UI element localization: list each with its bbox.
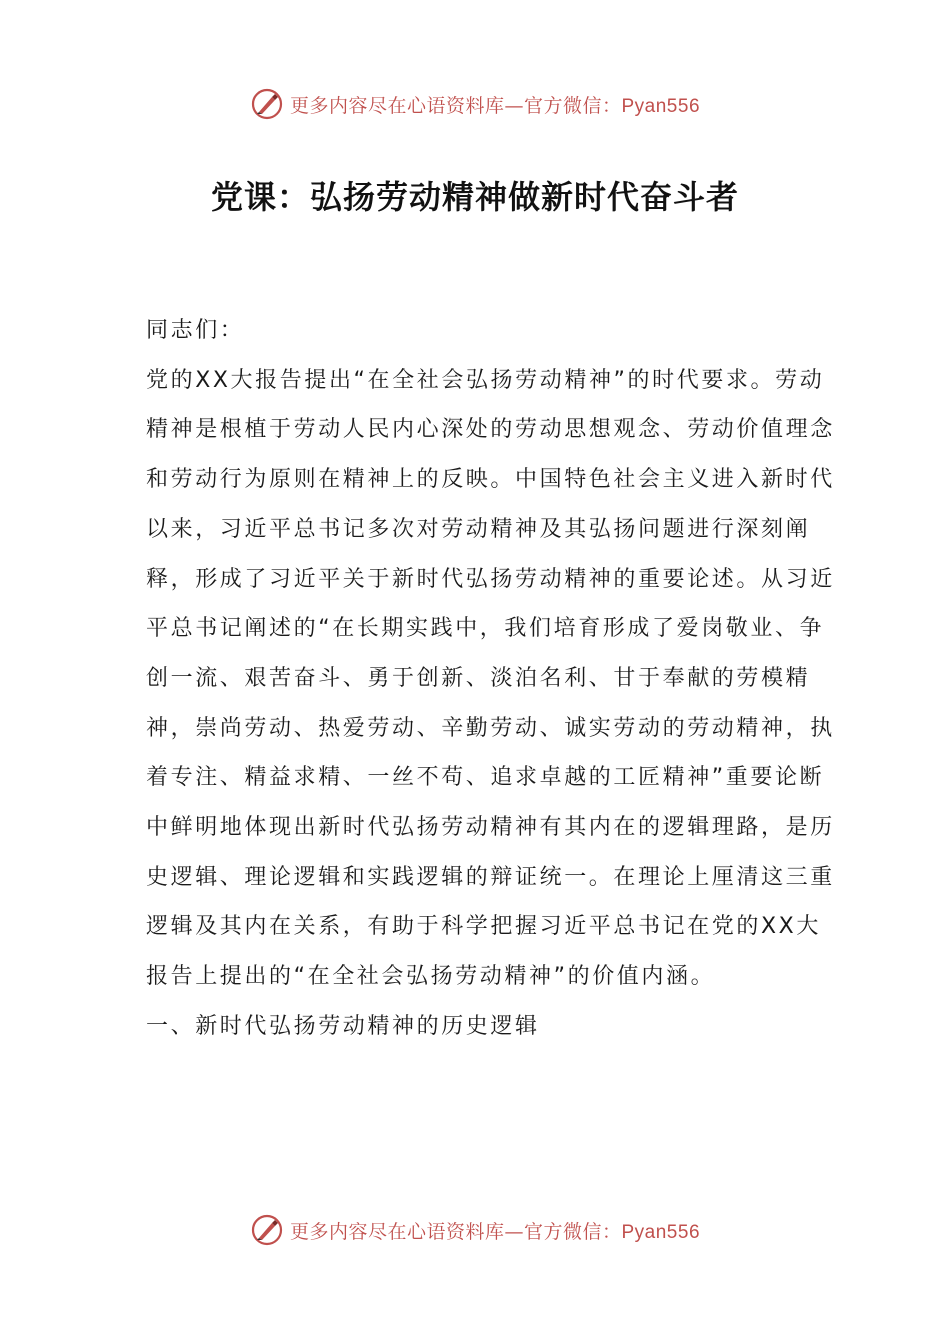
header-watermark-banner (0, 82, 950, 126)
document-body (146, 306, 836, 1052)
pen-logo-icon (250, 87, 284, 121)
document-title: 党课：弘扬劳动精神做新时代奋斗者 (210, 178, 739, 216)
watermark-label: 更多内容尽在心语资料库—官方微信： (289, 94, 622, 117)
wechat-id: Pyan556 (621, 1221, 701, 1243)
watermark-text (290, 91, 700, 118)
footer-watermark (250, 1213, 700, 1247)
footer-watermark-banner (0, 1208, 950, 1252)
pen-logo-icon (250, 1213, 284, 1247)
watermark-text (290, 1217, 700, 1244)
header-watermark (250, 87, 700, 121)
wechat-id: Pyan556 (621, 95, 701, 117)
paragraph: 党的XX大报告提出“在全社会弘扬劳动精神”的时代要求。劳动精神是根植于劳动人民内心深处的劳动思想观念、劳动价值理念和劳动行为原则在精神上的反映。中国特色社会主义进入新时代以来，习近平总书记多次对劳动精神及其弘扬问题进行深刻阐释，形成了习近平关于新时代弘扬劳动精神的重要论述。从习近平总书记阐述的“在长期实践中，我们培育形成了爱岗敬业、争创一流、艰苦奋斗、勇于创新、淡泊名利、甘于奉献的劳模精神，崇尚劳动、热爱劳动、辛勤劳动、诚实劳动的劳动精神，执着专注、精益求精、一丝不苟、追求卓越的工匠精神”重要论断中鲜明地体现出新时代弘扬劳动精神有其内在的逻辑理路，是历史逻辑、理论逻辑和实践逻辑的辩证统一。在理论上厘清这三重逻辑及其内在关系，有助于科学把握习近平总书记在党的XX大报告上提出的“在全社会弘扬劳动精神”的价值内涵。 (146, 367, 835, 990)
section-heading: 一、新时代弘扬劳动精神的历史逻辑 (146, 1013, 540, 1039)
watermark-label: 更多内容尽在心语资料库—官方微信： (289, 1220, 622, 1243)
salutation: 同志们： (146, 318, 245, 343)
